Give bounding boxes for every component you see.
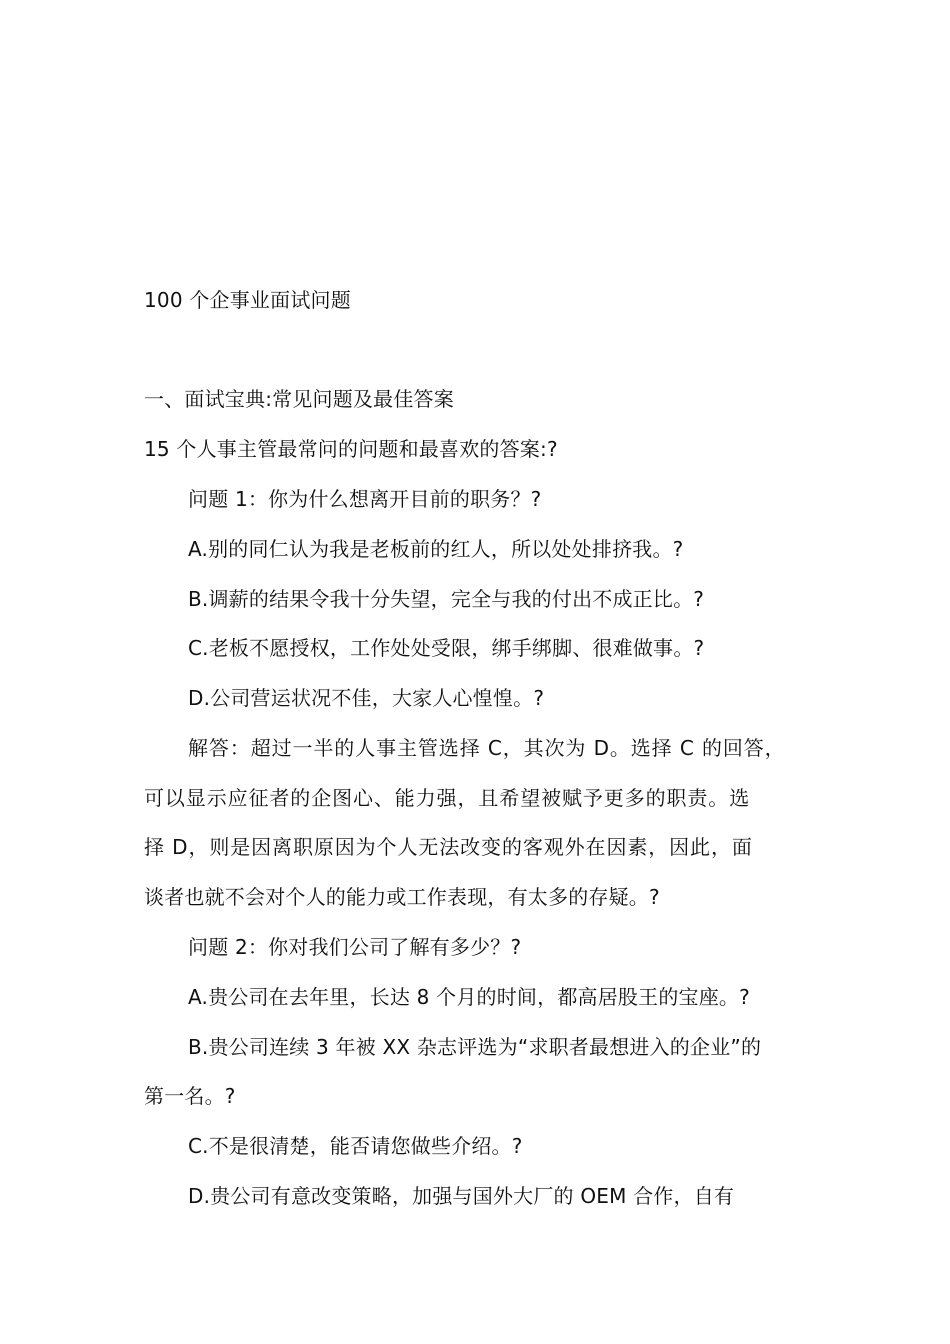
question-1-answer-line-1: 解答：超过一半的人事主管选择 C，其次为 D。选择 C 的回答， — [188, 736, 786, 760]
question-2-option-d: D.贵公司有意改变策略，加强与国外大厂的 OEM 合作，自有 — [188, 1184, 735, 1208]
question-1-answer-line-2: 可以显示应征者的企图心、能力强，且希望被赋予更多的职责。选 — [144, 786, 751, 810]
question-1-option-a: A.别的同仁认为我是老板前的红人，所以处处排挤我。? — [188, 537, 684, 561]
intro-line: 15 个人事主管最常问的问题和最喜欢的答案:? — [144, 437, 558, 461]
question-1-answer-line-3: 择 D，则是因离职原因为个人无法改变的客观外在因素，因此，面 — [144, 835, 753, 859]
question-2-option-a: A.贵公司在去年里，长达 8 个月的时间，都高居股王的宝座。? — [188, 985, 750, 1009]
document-title: 100 个企事业面试问题 — [144, 288, 351, 312]
question-2-option-b-line-1: B.贵公司连续 3 年被 XX 杂志评选为“求职者最想进入的企业”的 — [188, 1035, 762, 1059]
question-1-option-c: C.老板不愿授权，工作处处受限，绑手绑脚、很难做事。? — [188, 636, 705, 660]
question-2-prompt: 问题 2：你对我们公司了解有多少？? — [188, 935, 522, 959]
question-1-option-b: B.调薪的结果令我十分失望，完全与我的付出不成正比。? — [188, 587, 705, 611]
section-heading: 一、面试宝典:常见问题及最佳答案 — [144, 387, 454, 411]
question-1-prompt: 问题 1：你为什么想离开目前的职务？? — [188, 487, 542, 511]
question-2-option-b-line-2: 第一名。? — [144, 1084, 236, 1108]
question-1-option-d: D.公司营运状况不佳，大家人心惶惶。? — [188, 686, 545, 710]
question-2-option-c: C.不是很清楚，能否请您做些介绍。? — [188, 1134, 523, 1158]
question-1-answer-line-4: 谈者也就不会对个人的能力或工作表现，有太多的存疑。? — [144, 885, 660, 909]
